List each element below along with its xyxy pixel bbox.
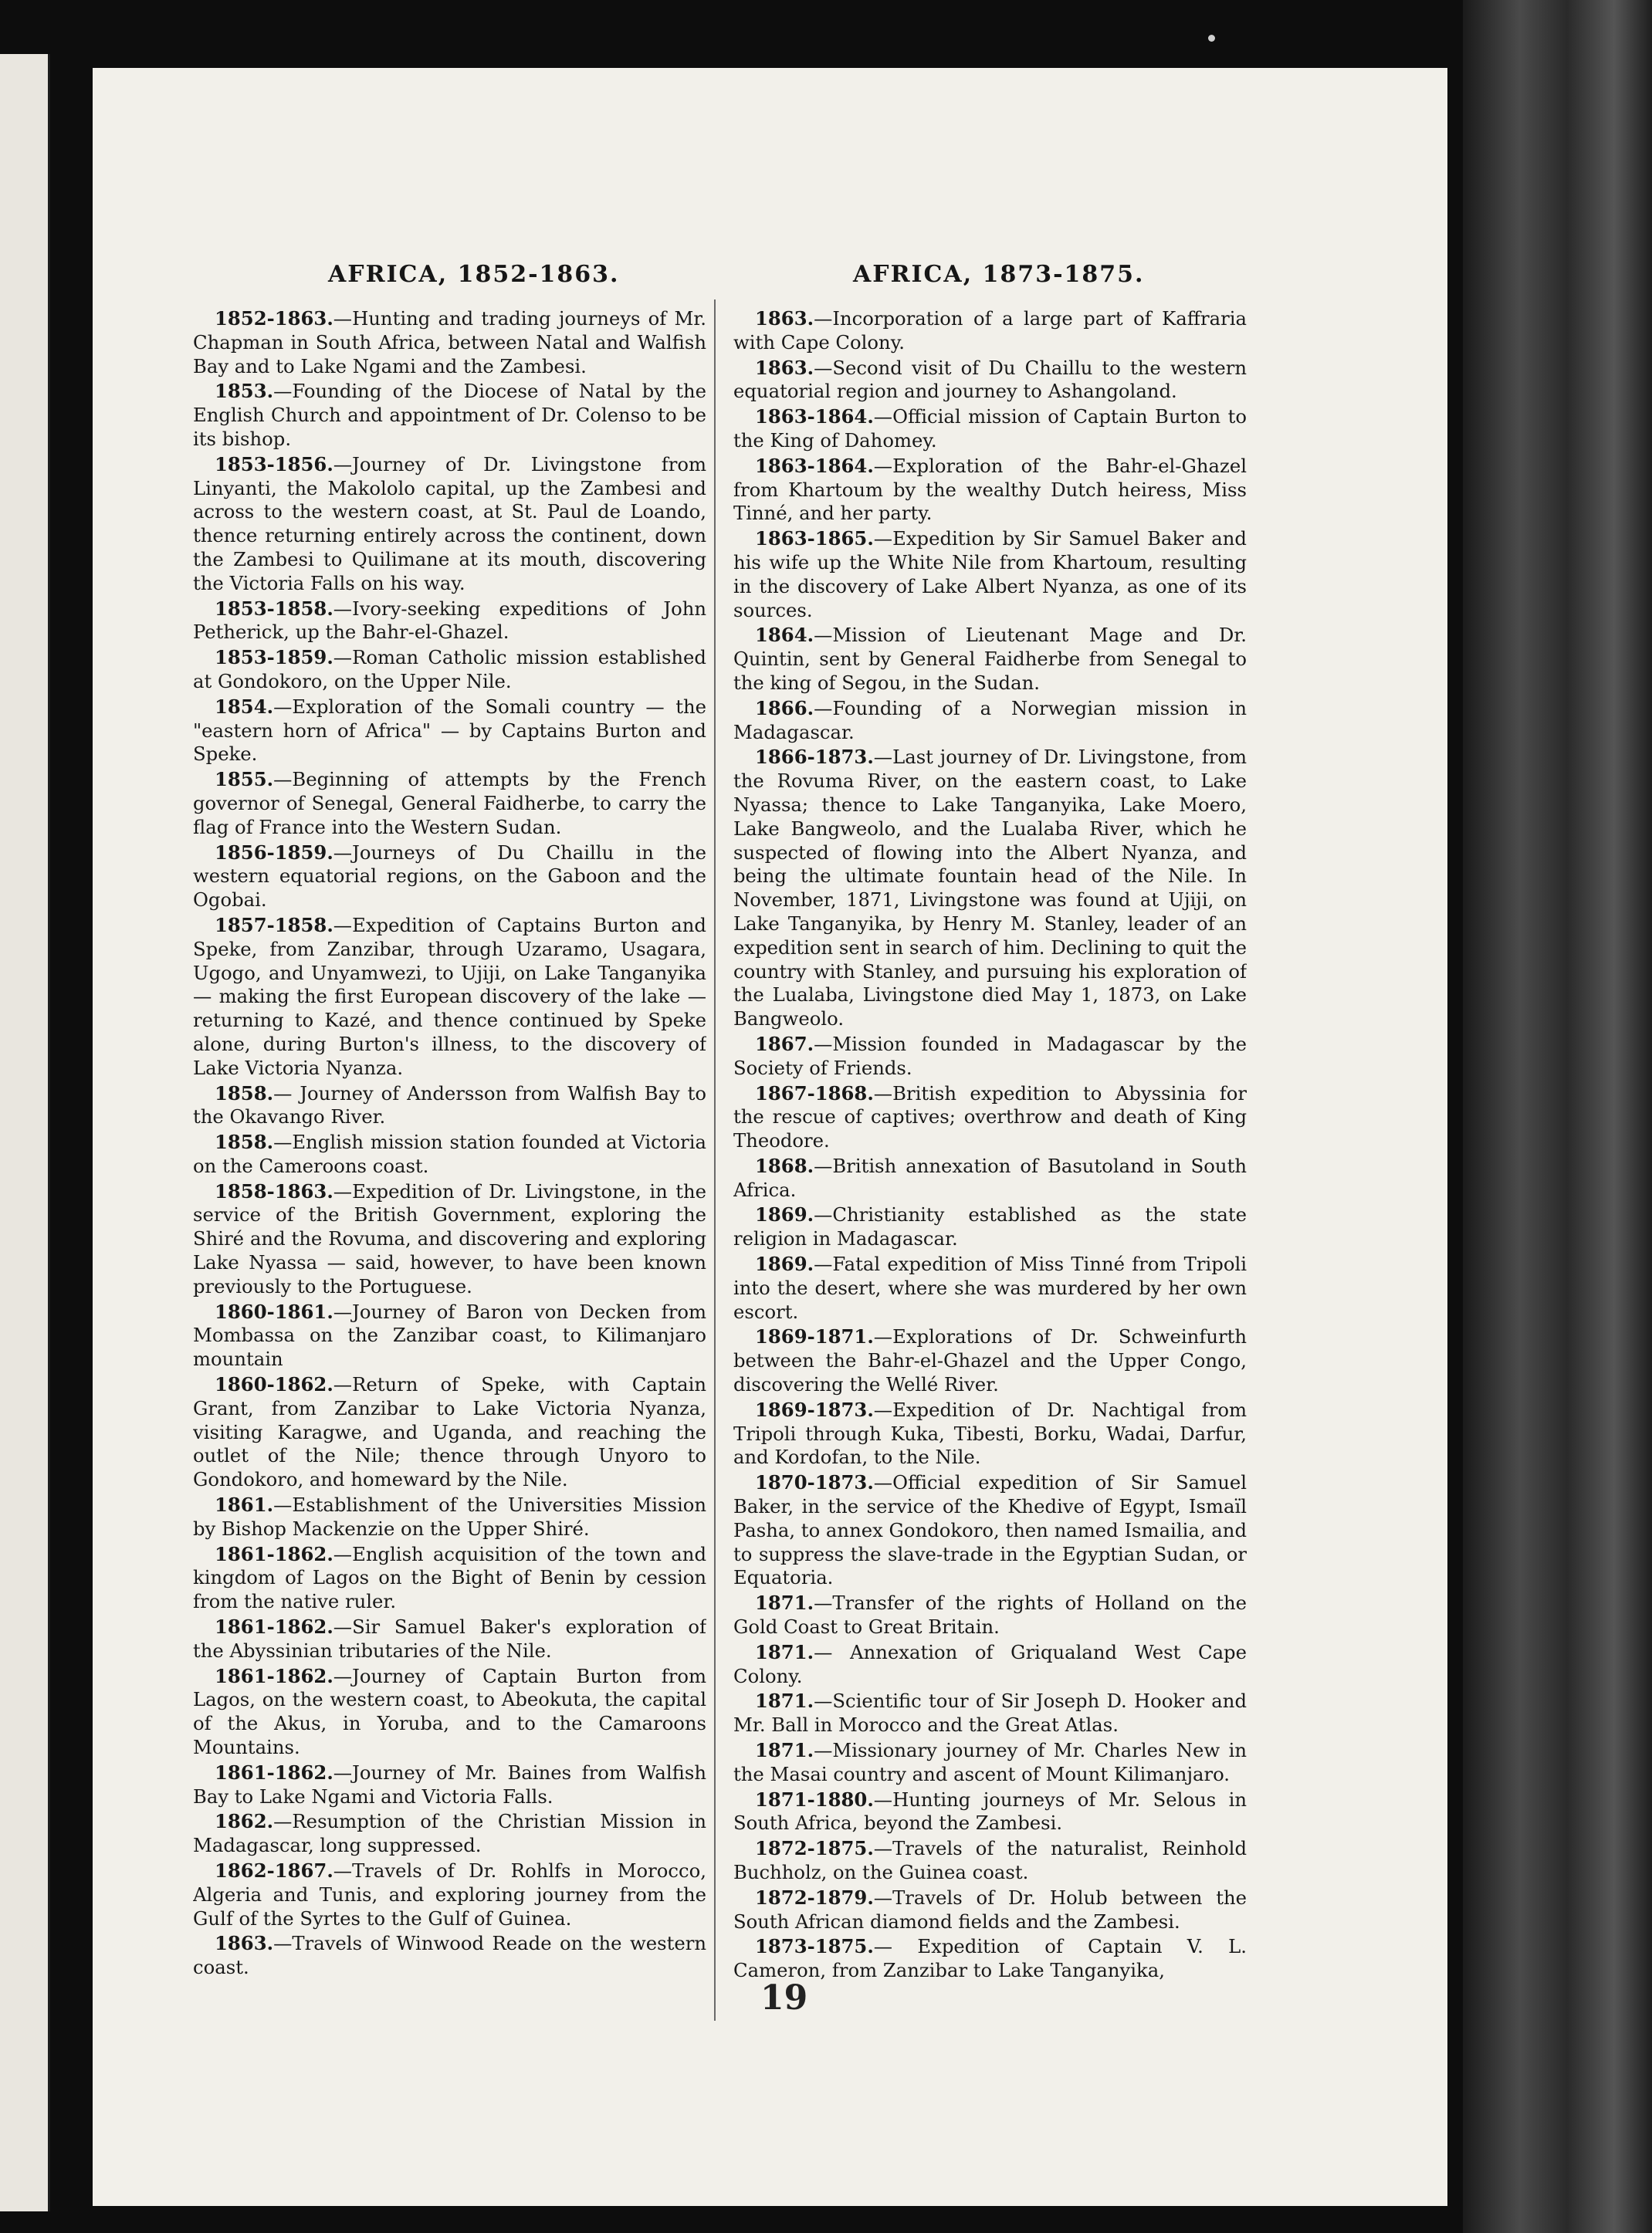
entry-text: —Expedition by Sir Samuel Baker and his wife up the White Nile from Khartoum, resulting in the discovery of Lake Albert Nyanza, as one of its sources. [733, 527, 1247, 621]
entry-year: 1871. [755, 1640, 814, 1663]
entry-year: 1858. [215, 1081, 274, 1105]
entry-text: — Expedition of Captain V. L. Cameron, from Zanzibar to Lake Tanganyika, [733, 1935, 1247, 1982]
entry-year: 1858. [215, 1131, 274, 1154]
entry-text: —English mission station founded at Victoria on the Cameroons coast. [193, 1131, 706, 1177]
entry-year: 1856-1859. [215, 841, 333, 864]
running-header-right: AFRICA, 1873-1875. [853, 261, 1145, 288]
chronology-entry [733, 1399, 1247, 1470]
chronology-entry [733, 1253, 1247, 1324]
entry-text: —Christianity established as the state religion in Madagascar. [733, 1203, 1247, 1250]
entry-year: 1861-1862. [215, 1761, 333, 1784]
entry-year: 1858-1863. [215, 1179, 333, 1203]
entry-text: —Hunting and trading journeys of Mr. Chapman in South Africa, between Natal and Walfish Bay and to Lake Ngami and the Zambesi. [193, 307, 706, 377]
chronology-entry [733, 455, 1247, 526]
entry-text: —Exploration of the Bahr-el-Ghazel from Khartoum by the wealthy Dutch heiress, Miss Tinné, and her party. [733, 454, 1247, 525]
chronology-entry [733, 1935, 1247, 1983]
chronology-entry [733, 1886, 1247, 1934]
entry-text: —Mission founded in Madagascar by the Society of Friends. [733, 1032, 1247, 1079]
entry-year: 1871. [755, 1690, 814, 1713]
entry-year: 1857-1858. [215, 913, 333, 936]
entry-text: —Fatal expedition of Miss Tinné from Tripoli into the desert, where she was murdered by her own escort. [733, 1253, 1247, 1323]
chronology-entry [193, 1301, 706, 1372]
running-header-left: AFRICA, 1852-1863. [328, 261, 620, 288]
entry-text: —Exploration of the Somali country — the "eastern horn of Africa" — by Captains Burton and Speke. [193, 695, 706, 766]
entry-text: —Expedition of Captains Burton and Speke, from Zanzibar, through Uzaramo, Usagara, Ugogo, and Unyamwezi, to Ujiji, on Lake Tanganyika — making the first European discovery of the lake — returning to Kazé, and thence continued by Speke alone, during Burton's illness, to the discovery of Lake Victoria Nyanza. [193, 913, 706, 1079]
entry-year: 1863-1864. [755, 454, 874, 477]
chronology-entry [733, 1471, 1247, 1590]
entry-year: 1864. [755, 624, 814, 647]
entry-text: —Missionary journey of Mr. Charles New in the Masai country and ascent of Mount Kilimanjaro. [733, 1739, 1247, 1785]
chronology-entry [733, 307, 1247, 355]
entry-text: —Scientific tour of Sir Joseph D. Hooker and Mr. Ball in Morocco and the Great Atlas. [733, 1690, 1247, 1737]
entry-text: —Ivory-seeking expeditions of John Petherick, up the Bahr-el-Ghazel. [193, 597, 706, 644]
entry-year: 1861. [215, 1494, 274, 1517]
chronology-entry [193, 695, 706, 766]
entry-text: —Founding of a Norwegian mission in Madagascar. [733, 696, 1247, 743]
entry-year: 1853-1858. [215, 597, 333, 620]
entry-text: —Roman Catholic mission established at Gondokoro, on the Upper Nile. [193, 646, 706, 692]
chronology-entry [193, 1494, 706, 1541]
chronology-entry [733, 697, 1247, 745]
chronology-entry [193, 380, 706, 451]
chronology-entry [733, 357, 1247, 404]
chronology-entry [193, 1616, 706, 1663]
microfilm-border [1463, 0, 1652, 2233]
chronology-entry [733, 1690, 1247, 1737]
entry-year: 1863-1864. [755, 405, 874, 428]
chronology-entry [733, 1203, 1247, 1251]
entry-year: 1860-1862. [215, 1373, 333, 1396]
chronology-entry [733, 1641, 1247, 1689]
chronology-entry [733, 527, 1247, 622]
chronology-entry [733, 1033, 1247, 1081]
entry-year: 1862-1867. [215, 1859, 333, 1882]
entry-year: 1869. [755, 1203, 814, 1226]
entry-year: 1863-1865. [755, 527, 874, 550]
entry-text: —Travels of Dr. Holub between the South African diamond fields and the Zambesi. [733, 1886, 1247, 1933]
chronology-entry [193, 1082, 706, 1130]
entry-text: —Travels of the naturalist, Reinhold Buchholz, on the Guinea coast. [733, 1837, 1247, 1883]
entry-year: 1873-1875. [755, 1935, 874, 1958]
entry-year: 1866-1873. [755, 746, 874, 769]
entry-text: — Annexation of Griqualand West Cape Colony. [733, 1640, 1247, 1687]
entry-text: —Travels of Dr. Rohlfs in Morocco, Algeria and Tunis, and exploring journey from the Gulf of the Syrtes to the Gulf of Guinea. [193, 1859, 706, 1930]
chronology-entry [193, 1859, 706, 1930]
entry-text: —Journey of Captain Burton from Lagos, on the western coast, to Abeokuta, the capital of the Akus, in Yoruba, and to the Camaroons Mountains. [193, 1664, 706, 1759]
entry-text: —British expedition to Abyssinia for the rescue of captives; overthrow and death of King Theodore. [733, 1081, 1247, 1152]
entry-year: 1863. [215, 1932, 274, 1955]
entry-text: —Hunting journeys of Mr. Selous in South Africa, beyond the Zambesi. [733, 1788, 1247, 1835]
chronology-entry [193, 597, 706, 645]
entry-year: 1866. [755, 696, 814, 719]
entry-text: —Journeys of Du Chaillu in the western equatorial regions, on the Gaboon and the Ogobai. [193, 841, 706, 912]
entry-year: 1854. [215, 695, 274, 718]
chronology-entry [733, 1155, 1247, 1203]
entry-text: —Return of Speke, with Captain Grant, from Zanzibar to Lake Victoria Nyanza, visiting Karagwe, and Uganda, and reaching the outlet of the Nile; thence through Unyoro to Gondokoro, and homeward by the Nile. [193, 1373, 706, 1491]
entry-year: 1869-1873. [755, 1398, 874, 1421]
entry-text: —Journey of Mr. Baines from Walfish Bay to Lake Ngami and Victoria Falls. [193, 1761, 706, 1808]
entry-year: 1871. [755, 1739, 814, 1762]
chronology-entry [193, 841, 706, 912]
chronology-entry [733, 1837, 1247, 1885]
entry-year: 1867-1868. [755, 1081, 874, 1105]
entry-year: 1869. [755, 1253, 814, 1276]
entry-year: 1871-1880. [755, 1788, 874, 1811]
entry-year: 1855. [215, 768, 274, 791]
entry-year: 1872-1879. [755, 1886, 874, 1909]
entry-year: 1863. [755, 356, 814, 379]
chronology-entry [733, 1592, 1247, 1639]
chronology-entry [193, 1131, 706, 1179]
entry-text: —Last journey of Dr. Livingstone, from the Rovuma River, on the eastern coast, to Lake Nyassa; thence to Lake Tanganyika, Lake Moero, Lake Bangweolo, and the Lualaba River, which he suspected of flowing into the Albert Nyanza, and being the ultimate fountain head of the Nile. In November, 1871, Livingstone was found at Ujiji, on Lake Tanganyika, by Henry M. Stanley, leader of an expedition sent in search of him. Declining to quit the country with Stanley, and pursuing his exploration of the Lualaba, Livingstone died May 1, 1873, on Lake Bangweolo. [733, 746, 1247, 1030]
adjacent-page-edge [0, 54, 50, 2211]
entry-text: —Transfer of the rights of Holland on the Gold Coast to Great Britain. [733, 1592, 1247, 1639]
entry-year: 1860-1861. [215, 1300, 333, 1323]
chronology-entry [193, 1665, 706, 1760]
entry-year: 1861-1862. [215, 1664, 333, 1687]
entry-year: 1863. [755, 307, 814, 330]
chronology-entry [193, 1373, 706, 1492]
chronology-entry [193, 1180, 706, 1299]
entry-text: —Travels of Winwood Reade on the western coast. [193, 1932, 706, 1979]
entry-year: 1852-1863. [215, 307, 333, 330]
chronology-entry [733, 1739, 1247, 1787]
entry-text: —Expedition of Dr. Nachtigal from Tripoli through Kuka, Tibesti, Borku, Wadai, Darfur, and Kordofan, to the Nile. [733, 1398, 1247, 1469]
chronology-entry [193, 646, 706, 694]
entry-text: —Second visit of Du Chaillu to the western equatorial region and journey to Ashangoland. [733, 356, 1247, 403]
right-column [733, 307, 1247, 1990]
chronology-entry [193, 307, 706, 378]
entry-year: 1853-1859. [215, 646, 333, 669]
entry-year: 1853. [215, 380, 274, 403]
page-number: 19 [760, 1978, 808, 2018]
entry-text: —Establishment of the Universities Mission by Bishop Mackenzie on the Upper Shiré. [193, 1494, 706, 1540]
chronology-entry [193, 453, 706, 596]
entry-text: —English acquisition of the town and kingdom of Lagos on the Bight of Benin by cession from the native ruler. [193, 1542, 706, 1613]
chronology-entry [733, 405, 1247, 453]
chronology-entry [733, 1788, 1247, 1836]
entry-year: 1861-1862. [215, 1542, 333, 1565]
entry-year: 1870-1873. [755, 1471, 874, 1494]
entry-year: 1867. [755, 1032, 814, 1055]
entry-text: —Incorporation of a large part of Kaffraria with Cape Colony. [733, 307, 1247, 354]
entry-text: —Journey of Baron von Decken from Mombassa on the Zanzibar coast, to Kilimanjaro mountain [193, 1300, 706, 1371]
chronology-entry [193, 768, 706, 839]
entry-year: 1853-1856. [215, 452, 333, 475]
chronology-entry [193, 1761, 706, 1809]
entry-text: —Mission of Lieutenant Mage and Dr. Quintin, sent by General Faidherbe from Senegal to the king of Segou, in the Sudan. [733, 624, 1247, 694]
film-speck [1208, 35, 1215, 42]
entry-text: —Resumption of the Christian Mission in Madagascar, long suppressed. [193, 1810, 706, 1857]
book-page [93, 68, 1447, 2206]
entry-year: 1872-1875. [755, 1837, 874, 1860]
entry-text: —Founding of the Diocese of Natal by the English Church and appointment of Dr. Colenso to be its bishop. [193, 380, 706, 450]
entry-year: 1869-1871. [755, 1325, 874, 1348]
entry-text: —Official expedition of Sir Samuel Baker, in the service of the Khedive of Egypt, Ismaïl Pasha, to annex Gondokoro, then named Ismailia, and to suppress the slave-trade in the Egyptian Sudan, or Equatoria. [733, 1471, 1247, 1589]
entry-text: —Beginning of attempts by the French governor of Senegal, General Faidherbe, to carry the flag of France into the Western Sudan. [193, 768, 706, 838]
entry-year: 1871. [755, 1592, 814, 1615]
entry-text: —Expedition of Dr. Livingstone, in the service of the British Government, exploring the Shiré and the Rovuma, and discovering and exploring Lake Nyassa — said, however, to have been known previously to the Portuguese. [193, 1179, 706, 1298]
chronology-entry [733, 624, 1247, 695]
chronology-entry [733, 1082, 1247, 1153]
entry-text: —Explorations of Dr. Schweinfurth between the Bahr-el-Ghazel and the Upper Congo, discovering the Wellé River. [733, 1325, 1247, 1396]
chronology-entry [733, 746, 1247, 1031]
entry-text: —Official mission of Captain Burton to the King of Dahomey. [733, 405, 1247, 452]
entry-year: 1862. [215, 1810, 274, 1833]
chronology-entry [733, 1325, 1247, 1396]
chronology-entry [193, 1932, 706, 1980]
entry-text: — Journey of Andersson from Walfish Bay to the Okavango River. [193, 1081, 706, 1128]
column-rule [714, 299, 716, 2021]
chronology-entry [193, 1810, 706, 1858]
left-column [193, 307, 706, 1990]
entry-text: —British annexation of Basutoland in South Africa. [733, 1154, 1247, 1201]
entry-year: 1868. [755, 1154, 814, 1177]
chronology-entry [193, 1543, 706, 1614]
entry-text: —Sir Samuel Baker's exploration of the Abyssinian tributaries of the Nile. [193, 1616, 706, 1662]
entry-year: 1861-1862. [215, 1616, 333, 1639]
chronology-entry [193, 914, 706, 1081]
entry-text: —Journey of Dr. Livingstone from Linyanti, the Makololo capital, up the Zambesi and across to the western coast, at St. Paul de Loando, thence returning entirely across the continent, down the Zambesi to Quilimane at its mouth, discovering the Victoria Falls on his way. [193, 452, 706, 594]
